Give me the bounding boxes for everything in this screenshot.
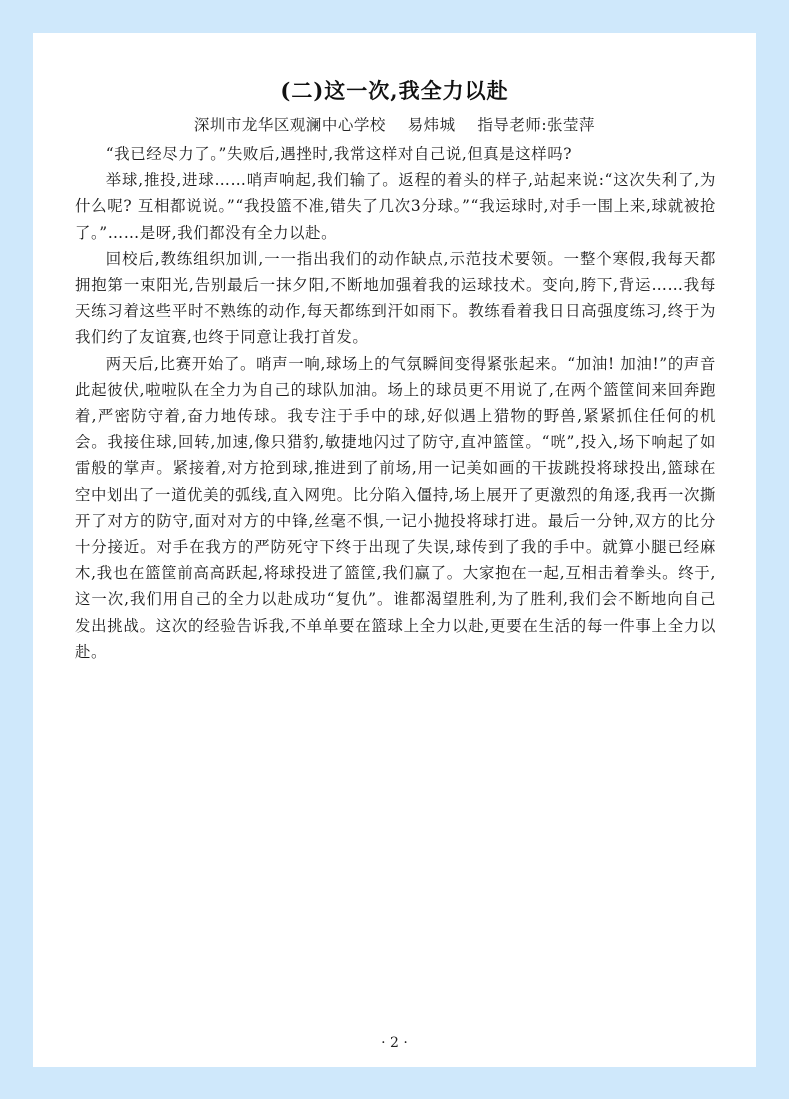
paragraph: 回校后,教练组织加训,一一指出我们的动作缺点,示范技术要领。一整个寒假,我每天都拥抱第一束阳光,告别最后一抹夕阳,不断地加强着我的运球技术。变向,胯下,背运……我每天练习着这些平时不熟练的动作,每天都练到汗如雨下。教练看着我日日高强度练习,终于为我们约了友谊赛,也终于同意让我打首发。 <box>75 249 716 347</box>
document-page <box>33 33 756 1067</box>
paragraph: 举球,推投,进球……哨声响起,我们输了。返程的着头的样子,站起来说:“这次失利了,为什么呢? 互相都说说。”“我投篮不准,错失了几次3分球。”“我运球时,对手一围上来,球就被抢了。”……是呀,我们都没有全力以赴。 <box>75 171 716 242</box>
author-byline: 深圳市龙华区观澜中心学校 易炜城 指导老师:张莹萍 <box>193 116 596 134</box>
page-number: · 2 · <box>381 1035 408 1051</box>
paragraph: “我已经尽力了。”失败后,遇挫时,我常这样对自己说,但真是这样吗? <box>105 145 573 163</box>
essay-body <box>75 141 716 665</box>
essay-title: (二)这一次,我全力以赴 <box>280 78 509 103</box>
paragraph: 两天后,比赛开始了。哨声一响,球场上的气氛瞬间变得紧张起来。“加油! 加油!”的声音此起彼伏,啦啦队在全力为自己的球队加油。场上的球员更不用说了,在两个篮筐间来回奔跑着,严密防守着,奋力地传球。我专注于手中的球,好似遇上猎物的野兽,紧紧抓住任何的机会。我接住球,回转,加速,像只猎豹,敏捷地闪过了防守,直冲篮筐。“咣”,投入,场下响起了如雷般的掌声。紧接着,对方抢到球,推进到了前场,用一记美如画的干拔跳投将球投出,篮球在空中划出了一道优美的弧线,直入网兜。比分陷入僵持,场上展开了更激烈的角逐,我再一次撕开了对方的防守,面对对方的中锋,丝毫不惧,一记小抛投将球打进。最后一分钟,双方的比分十分接近。对手在我方的严防死守下终于出现了失误,球传到了我的手中。就算小腿已经麻木,我也在篮筐前高高跃起,将球投进了篮筐,我们赢了。大家抱在一起,互相击着拳头。终于,这一次,我们用自己的全力以赴成功“复仇”。谁都渴望胜利,为了胜利,我们会不断地向自己发出挑战。这次的经验告诉我,不单单要在篮球上全力以赴,更要在生活的每一件事上全力以赴。 <box>75 354 716 661</box>
